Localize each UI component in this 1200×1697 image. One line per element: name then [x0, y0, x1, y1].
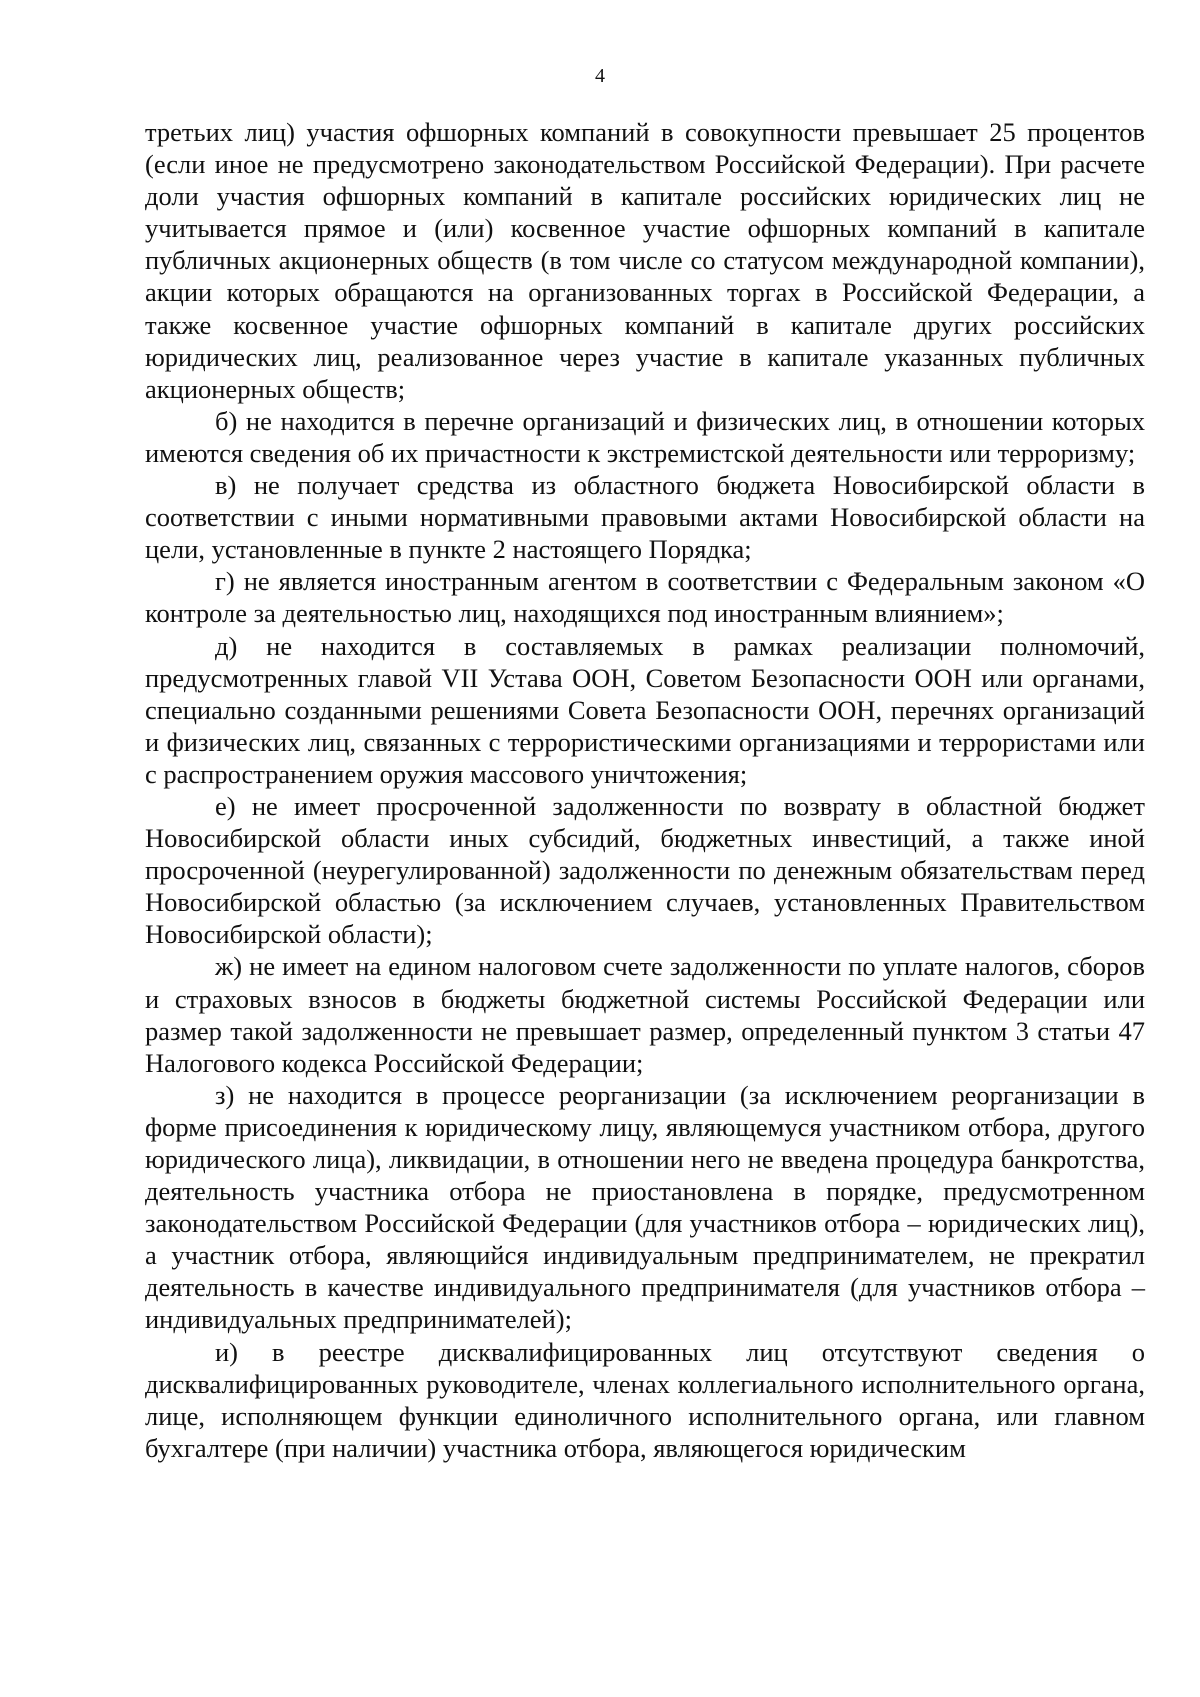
paragraph-zh-tax-debt: ж) не имеет на едином налоговом счете задолженности по уплате налогов, сборов и страховых взносов в бюджеты бюджетной системы Российской Федерации или размер такой задолженности не превышает размер, определенный пунктом 3 статьи 47 Налогового кодекса Российской Федерации;	[145, 951, 1145, 1078]
document-body	[145, 116, 1145, 1464]
paragraph-b-extremism-list: б) не находится в перечне организаций и физических лиц, в отношении которых имеются сведения об их причастности к экстремистской деятельности или терроризму;	[145, 405, 1145, 468]
paragraph-continued-offshore: третьих лиц) участия офшорных компаний в совокупности превышает 25 процентов (если иное не предусмотрено законодательством Российской Федерации). При расчете доли участия офшорных компаний в капитале российских юридических лиц не учитывается прямое и (или) косвенное участие офшорных компаний в капитале публичных акционерных обществ (в том числе со статусом международной компании), акции которых обращаются на организованных торгах в Российской Федерации, а также косвенное участие офшорных компаний в капитале других российских юридических лиц, реализованное через участие в капитале указанных публичных акционерных обществ;	[145, 117, 1145, 404]
paragraph-e-overdue-debt: е) не имеет просроченной задолженности по возврату в областной бюджет Новосибирской области иных субсидий, бюджетных инвестиций, а также иной просроченной (неурегулированной) задолженности по денежным обязательствам перед Новосибирской областью (за исключением случаев, установленных Правительством Новосибирской области);	[145, 790, 1145, 950]
paragraph-z-reorganization: з) не находится в процессе реорганизации (за исключением реорганизации в форме присоединения к юридическому лицу, являющемуся участником отбора, другого юридического лица), ликвидации, в отношении него не введена процедура банкротства, деятельность участника отбора не приостановлена в порядке, предусмотренном законодательством Российской Федерации (для участников отбора – юридических лиц), а участник отбора, являющийся индивидуальным предпринимателем, не прекратил деятельность в качестве индивидуального предпринимателя (для участников отбора – индивидуальных предпринимателей);	[145, 1079, 1145, 1335]
page-number: 4	[595, 65, 605, 87]
paragraph-d-un-lists: д) не находится в составляемых в рамках реализации полномочий, предусмотренных главой VII Устава ООН, Советом Безопасности ООН или органами, специально созданными решениями Совета Безопасности ООН, перечнях организаций и физических лиц, связанных с террористическими организациями и террористами или с распространением оружия массового уничтожения;	[145, 630, 1145, 789]
paragraph-g-foreign-agent: г) не является иностранным агентом в соответствии с Федеральным законом «О контроле за деятельностью лиц, находящихся под иностранным влиянием»;	[145, 566, 1145, 629]
paragraph-v-regional-budget: в) не получает средства из областного бюджета Новосибирской области в соответствии с иными нормативными правовыми актами Новосибирской области на цели, установленные в пункте 2 настоящего Порядка;	[145, 470, 1145, 565]
paragraph-i-disqualified-persons: и) в реестре дисквалифицированных лиц отсутствуют сведения о дисквалифицированных руководителе, членах коллегиального исполнительного органа, лице, исполняющем функции единоличного исполнительного органа, или главном бухгалтере (при наличии) участника отбора, являющегося юридическим	[145, 1336, 1145, 1463]
